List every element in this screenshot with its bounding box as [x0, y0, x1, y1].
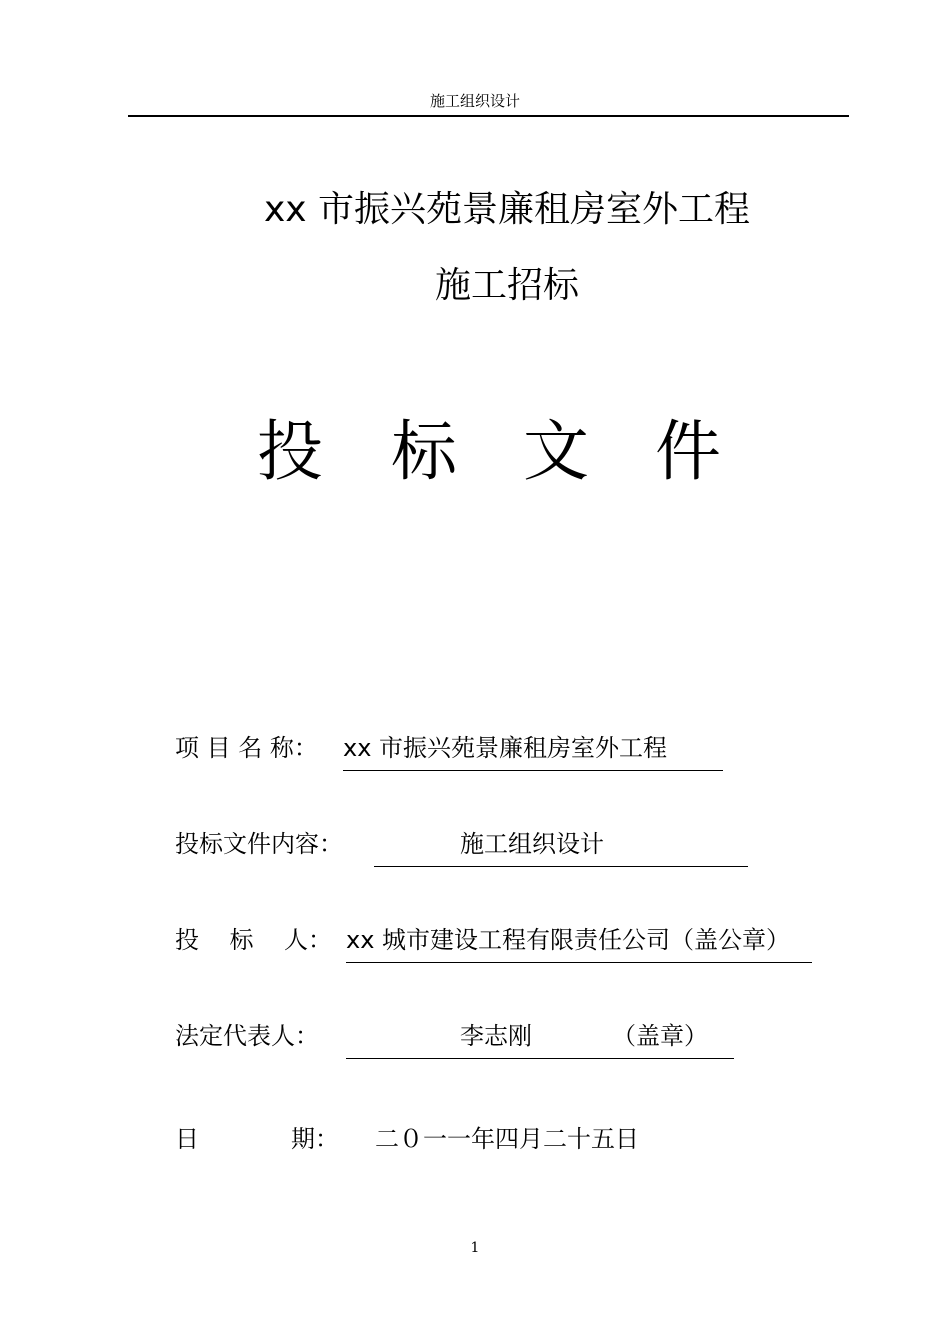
document-type-char: 标: [391, 413, 457, 490]
content-value: 施工组织设计: [460, 830, 604, 858]
date-value: 二０一一年四月二十五日: [375, 1125, 639, 1153]
project-name-underline: [343, 770, 723, 771]
header-rule: [128, 115, 849, 117]
document-type-heading: [257, 412, 737, 492]
legal-rep-seal: （盖章）: [612, 1022, 708, 1050]
running-header: 施工组织设计: [429, 92, 520, 110]
legal-rep-value: 李志刚: [460, 1022, 532, 1050]
legal-rep-label: 法定代表人：: [175, 1022, 319, 1050]
project-subtitle: 施工招标: [434, 265, 579, 306]
legal-rep-underline: [346, 1058, 734, 1059]
bidder-label: 投 标 人：: [175, 926, 333, 954]
project-name-value: xx 市振兴苑景廉租房室外工程: [343, 734, 668, 762]
content-label: 投标文件内容：: [175, 830, 343, 858]
page-number: 1: [470, 1240, 480, 1256]
date-label-suffix: 期：: [291, 1125, 339, 1153]
bidder-underline: [346, 962, 812, 963]
content-underline: [374, 866, 748, 867]
project-name-label: 项 目 名 称：: [175, 734, 318, 762]
document-type-char: 文: [523, 413, 589, 490]
document-type-char: 投: [257, 413, 323, 490]
bidder-value: xx 城市建设工程有限责任公司（盖公章）: [346, 926, 791, 954]
project-title: xx 市振兴苑景廉租房室外工程: [263, 189, 751, 230]
date-label: 日: [175, 1125, 199, 1153]
document-type-char: 件: [655, 413, 721, 490]
